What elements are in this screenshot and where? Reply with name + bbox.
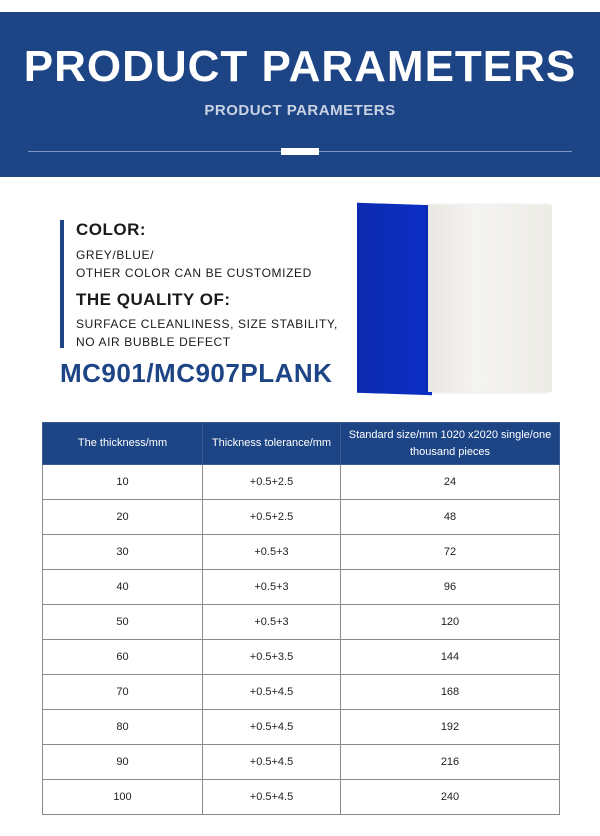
cell-tolerance: +0.5+2.5	[203, 500, 341, 535]
cell-pieces: 48	[341, 500, 560, 535]
blue-plank-shade	[357, 203, 432, 396]
cell-tolerance: +0.5+2.5	[203, 465, 341, 500]
parameters-table	[42, 422, 560, 815]
table-row	[43, 640, 560, 675]
grey-plank-image	[428, 205, 552, 392]
header-divider-mark	[281, 148, 319, 155]
model-name: MC901/MC907PLANK	[60, 358, 333, 388]
table-header-row	[43, 423, 560, 465]
color-heading: COLOR:	[76, 220, 147, 239]
cell-thickness: 50	[43, 605, 203, 640]
cell-thickness: 30	[43, 535, 203, 570]
cell-tolerance: +0.5+4.5	[203, 745, 341, 780]
cell-thickness: 90	[43, 745, 203, 780]
cell-thickness: 60	[43, 640, 203, 675]
cell-tolerance: +0.5+3	[203, 570, 341, 605]
cell-thickness: 100	[43, 780, 203, 815]
cell-tolerance: +0.5+4.5	[203, 710, 341, 745]
cell-thickness: 80	[43, 710, 203, 745]
quality-heading: THE QUALITY OF:	[76, 290, 231, 309]
cell-tolerance: +0.5+3	[203, 535, 341, 570]
header-thickness: The thickness/mm	[43, 423, 203, 465]
cell-pieces: 192	[341, 710, 560, 745]
table-row	[43, 780, 560, 815]
table-row	[43, 745, 560, 780]
table-row	[43, 605, 560, 640]
table-row	[43, 570, 560, 605]
page-title: PRODUCT PARAMETERS	[23, 42, 577, 91]
table-row	[43, 675, 560, 710]
header-banner	[0, 12, 600, 177]
cell-thickness: 20	[43, 500, 203, 535]
cell-pieces: 24	[341, 465, 560, 500]
cell-thickness: 10	[43, 465, 203, 500]
cell-pieces: 216	[341, 745, 560, 780]
info-accent-bar	[60, 220, 64, 348]
cell-tolerance: +0.5+4.5	[203, 780, 341, 815]
header-tolerance: Thickness tolerance/mm	[203, 423, 341, 465]
color-line-1: GREY/BLUE/	[76, 248, 155, 262]
cell-thickness: 70	[43, 675, 203, 710]
cell-pieces: 144	[341, 640, 560, 675]
top-strip	[0, 0, 600, 12]
cell-pieces: 120	[341, 605, 560, 640]
table-row	[43, 465, 560, 500]
cell-pieces: 240	[341, 780, 560, 815]
cell-tolerance: +0.5+3	[203, 605, 341, 640]
cell-tolerance: +0.5+3.5	[203, 640, 341, 675]
quality-line-2: NO AIR BUBBLE DEFECT	[76, 335, 231, 349]
table-row	[43, 535, 560, 570]
quality-line-1: SURFACE CLEANLINESS, SIZE STABILITY,	[76, 317, 338, 331]
table-row	[43, 500, 560, 535]
cell-pieces: 96	[341, 570, 560, 605]
table-row	[43, 710, 560, 745]
page-subtitle: PRODUCT PARAMETERS	[204, 102, 396, 119]
header-standard-size: Standard size/mm 1020 x2020 single/one thousand pieces	[341, 423, 560, 465]
cell-thickness: 40	[43, 570, 203, 605]
color-line-2: OTHER COLOR CAN BE CUSTOMIZED	[76, 266, 312, 280]
cell-tolerance: +0.5+4.5	[203, 675, 341, 710]
cell-pieces: 72	[341, 535, 560, 570]
cell-pieces: 168	[341, 675, 560, 710]
